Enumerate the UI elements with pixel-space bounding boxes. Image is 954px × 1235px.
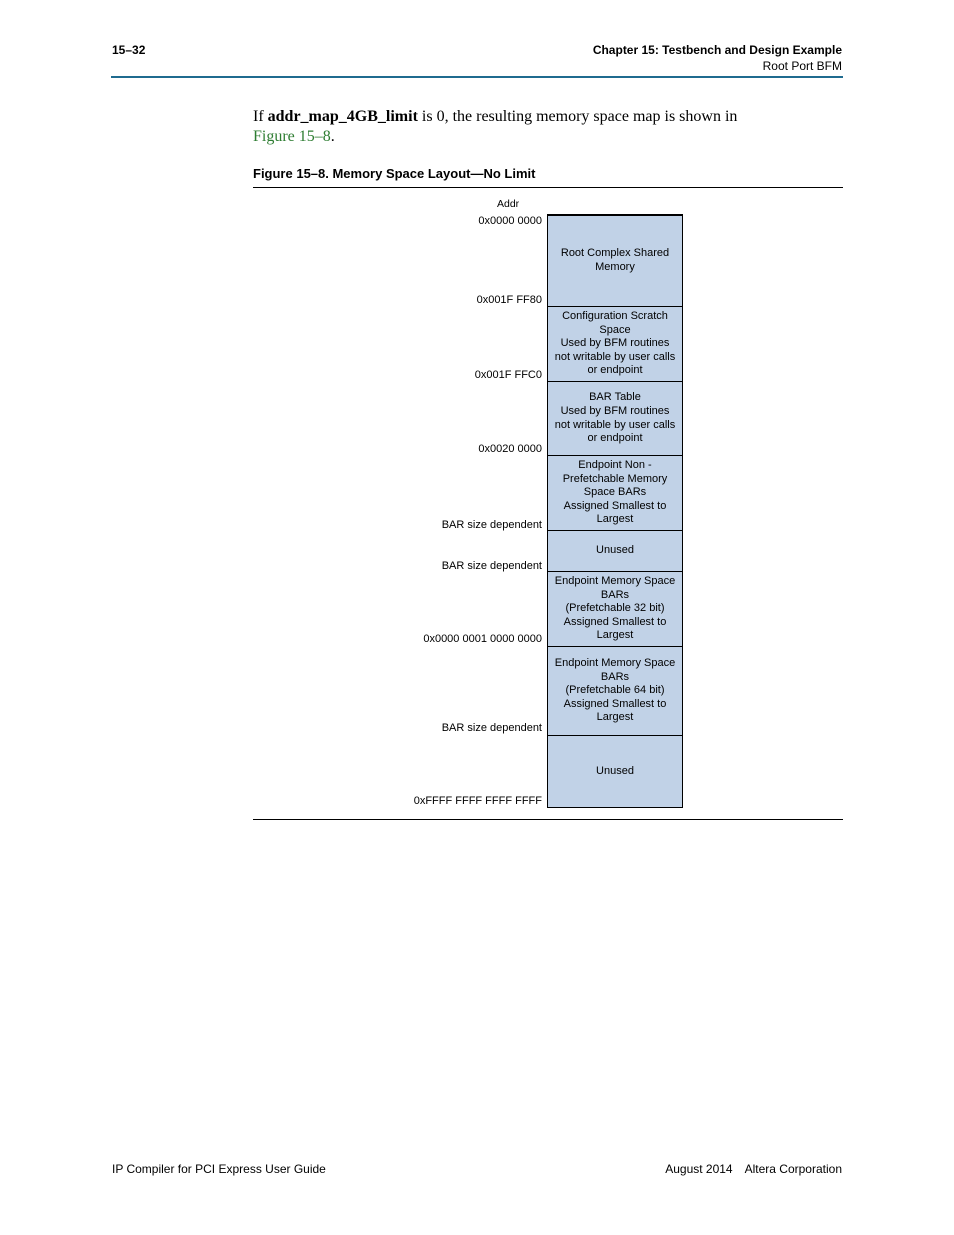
segment-prefetchable-32bit-bars: Endpoint Memory Space BARs (Prefetchable 32 bit) Assigned Smallest to Largest: [548, 572, 682, 647]
footer-date: August 2014: [665, 1162, 733, 1176]
address-label: BAR size dependent: [441, 722, 542, 734]
address-label: BAR size dependent: [441, 560, 542, 572]
address-label: 0x001F FFC0: [474, 369, 542, 381]
footer-right: [665, 1162, 842, 1176]
address-label: 0x0000 0000: [478, 215, 542, 227]
figure-link[interactable]: Figure 15–8: [253, 128, 331, 145]
header-rule: [111, 76, 843, 78]
running-header: [593, 43, 842, 73]
addr-column-header: Addr: [497, 198, 520, 210]
section-title: Root Port BFM: [762, 59, 842, 73]
figure-title: Figure 15–8. Memory Space Layout—No Limit: [253, 166, 536, 181]
segment-root-complex-shared-memory: Root Complex Shared Memory: [548, 216, 682, 307]
segment-bar-table: BAR Table Used by BFM routines not writable by user calls or endpoint: [548, 382, 682, 456]
figure-top-rule: [253, 187, 843, 188]
segment-configuration-scratch-space: Configuration Scratch Space Used by BFM routines not writable by user calls or endpoint: [548, 307, 682, 382]
segment-unused: Unused: [548, 531, 682, 572]
address-label: BAR size dependent: [441, 519, 542, 531]
segment-prefetchable-64bit-bars: Endpoint Memory Space BARs (Prefetchable 64 bit) Assigned Smallest to Largest: [548, 647, 682, 736]
chapter-title: Chapter 15: Testbench and Design Example: [592, 43, 842, 57]
segment-non-prefetchable-bars: Endpoint Non - Prefetchable Memory Space BARs Assigned Smallest to Largest: [548, 456, 682, 531]
memory-map: [547, 214, 683, 808]
intro-suffix: .: [330, 128, 335, 145]
figure-bottom-rule: [253, 819, 843, 820]
footer-doc-title: IP Compiler for PCI Express User Guide: [112, 1162, 326, 1176]
segment-unused: Unused: [596, 764, 634, 777]
param-name: addr_map_4GB_limit: [267, 108, 418, 125]
address-label: 0x0000 0001 0000 0000: [423, 633, 542, 645]
intro-prefix: If: [253, 108, 268, 125]
page-number: 15–32: [112, 43, 146, 57]
address-label: 0x001F FF80: [476, 294, 542, 306]
footer-company: Altera Corporation: [744, 1162, 842, 1176]
address-label: 0x0020 0000: [478, 443, 542, 455]
address-label: 0xFFFF FFFF FFFF FFFF: [413, 795, 542, 807]
intro-middle: is 0, the resulting memory space map is shown in: [417, 108, 738, 125]
intro-paragraph: [253, 107, 843, 147]
